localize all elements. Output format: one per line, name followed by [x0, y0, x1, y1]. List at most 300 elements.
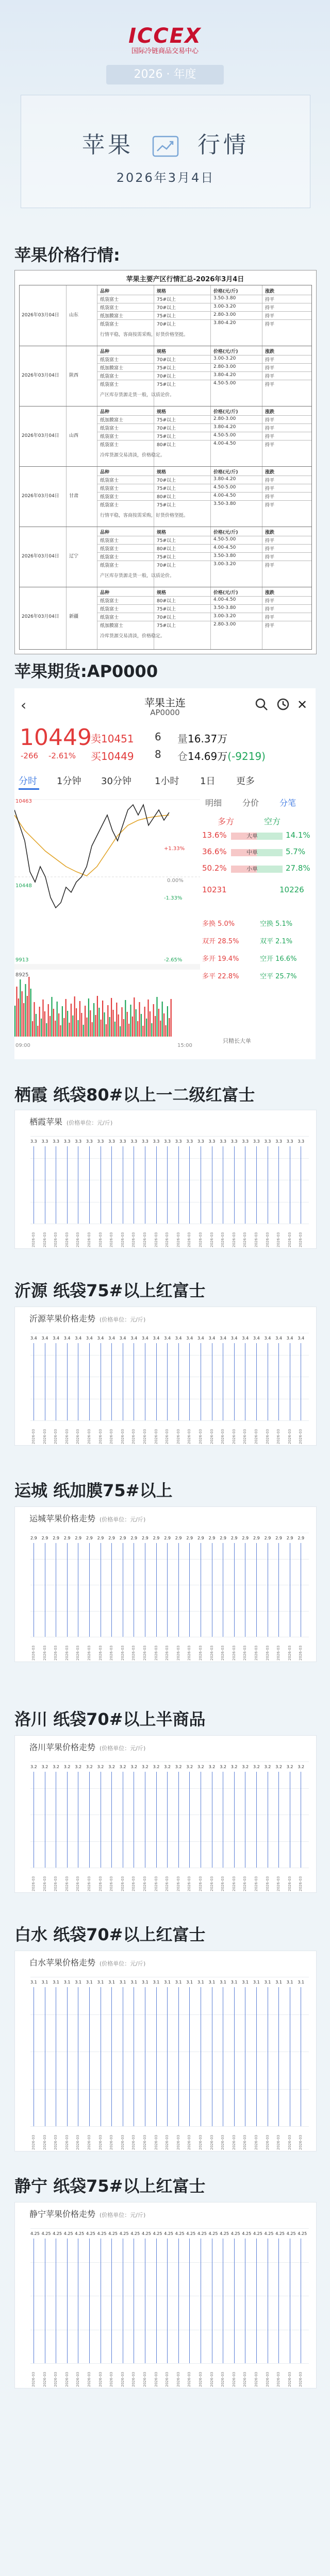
table-cell: 纸加膜富士	[100, 366, 124, 371]
chart-x-tick: 2026-03	[143, 1232, 147, 1247]
chart-value-label: 4.25	[197, 2231, 207, 2236]
chart-x-tick: 2026-03	[54, 1232, 58, 1247]
short-label: 空方	[264, 817, 281, 826]
chart-value-label: 3.4	[264, 1336, 271, 1341]
chart-value-label: 3.4	[119, 1336, 126, 1341]
chart-value-label: 2.9	[197, 1536, 204, 1540]
chart-value-label: 4.25	[63, 2231, 73, 2236]
chart-value-label: 4.25	[130, 2231, 140, 2236]
chart-bar	[67, 1772, 68, 1868]
chart-x-tick: 2026-03	[165, 2134, 170, 2150]
table-cell: 70#以上	[157, 426, 176, 431]
chart-bar	[234, 1772, 235, 1868]
table-cell: 持平	[265, 563, 275, 568]
volume-bar	[95, 1015, 96, 1037]
chart-bar	[111, 1987, 112, 2126]
chart-title	[29, 1741, 145, 1753]
chart-x-tick: 2026-03	[243, 1876, 248, 1891]
chart-bar	[189, 1146, 190, 1224]
volume-bar	[167, 1006, 168, 1037]
price-change: -266	[21, 751, 39, 760]
ask-price: 卖10451	[91, 733, 134, 745]
section-price-heading: 苹果价格行情:	[14, 245, 120, 265]
table-col-divider	[210, 285, 211, 649]
chart-value-label: 2.9	[75, 1536, 82, 1540]
chart-value-label: 3.1	[242, 1980, 249, 1985]
section-c1-heading: 栖霞 纸袋80#以上一二级红富士	[14, 1085, 255, 1105]
chart-x-tick: 2026-03	[143, 1429, 147, 1444]
chart-value-label: 2.9	[30, 1536, 37, 1540]
table-cell: 持平	[265, 607, 275, 612]
chart-x-tick: 2026-03	[254, 2134, 258, 2150]
stat-label: 小单	[246, 866, 258, 872]
stat-long-pct: 50.2%	[202, 863, 227, 873]
volume-bar	[130, 1005, 131, 1037]
table-cell: 80#以上	[157, 547, 176, 552]
table-cell: 品种	[100, 590, 110, 596]
chart-x-tick: 2026-03	[165, 1645, 170, 1660]
table-cell: 纸袋富士	[100, 434, 119, 439]
volume-bar	[83, 1025, 84, 1037]
chart-value-label: 3.1	[130, 1980, 138, 1985]
chart-x-tick: 2026-03	[165, 1232, 170, 1247]
chart-x-tick: 2026-03	[165, 1876, 170, 1891]
table-cell: 纸袋富士	[100, 297, 119, 302]
table-note-cell: 产区库存货源走货一般，以质论价。	[100, 573, 175, 579]
chart-x-tick: 2026-03	[131, 1429, 136, 1444]
volume-bar	[58, 1013, 59, 1037]
chart-x-tick: 2026-03	[254, 2371, 258, 2387]
chart-x-tick: 2026-03	[199, 1429, 203, 1444]
volume-bar	[97, 996, 98, 1037]
long-label: 多方	[218, 817, 235, 826]
chart-value-label: 3.4	[142, 1336, 148, 1341]
table-cell: 纸袋富士	[100, 486, 119, 492]
chart-x-tick: 2026-03	[254, 1645, 258, 1660]
table-cell: 持平	[265, 297, 275, 302]
volume-bar	[41, 1019, 42, 1037]
table-cell: 3.80-4.20	[213, 425, 236, 430]
chart-value-label: 4.25	[142, 2231, 151, 2236]
chart-bar	[67, 1543, 68, 1637]
chart-x-tick: 2026-03	[64, 1645, 69, 1660]
tab-5[interactable]: 更多	[236, 776, 255, 787]
chart-x-tick: 2026-03	[31, 2371, 36, 2387]
chart-x-tick: 2026-03	[76, 2371, 80, 2387]
chart-x-tick: 2026-03	[265, 1232, 270, 1247]
chart-bar	[178, 1772, 179, 1868]
chart-value-label: 3.3	[153, 1139, 160, 1144]
table-cell: 4.50-5.00	[213, 381, 236, 386]
chart-value-label: 3.1	[197, 1980, 204, 1985]
chart-value-label: 4.25	[119, 2231, 129, 2236]
chart-value-label: 4.25	[97, 2231, 107, 2236]
volume-bar	[136, 1009, 137, 1037]
chart-x-tick: 2026-03	[64, 1232, 69, 1247]
table-cell: 价格(元/斤)	[213, 470, 238, 475]
table-region-cell: 山西	[69, 433, 79, 438]
time-start: 09:00	[15, 1043, 30, 1048]
chart-value-label: 2.9	[63, 1536, 71, 1540]
chart-value-label: 3.4	[97, 1336, 104, 1341]
table-region-cell: 陕西	[69, 373, 79, 378]
volume-bar	[111, 998, 112, 1037]
chart-bar	[67, 2239, 68, 2363]
logo	[121, 25, 209, 56]
chart-x-tick: 2026-03	[131, 2134, 136, 2150]
tab-4[interactable]: 1日	[200, 776, 216, 787]
table-cell: 75#以上	[157, 382, 176, 387]
chart-x-tick: 2026-03	[98, 1645, 103, 1660]
table-cell: 持平	[265, 623, 275, 629]
chart-x-tick: 2026-03	[131, 1876, 136, 1891]
chart-x-tick: 2026-03	[98, 1876, 103, 1891]
chart-title-text: 洛川苹果价格走势	[29, 1742, 96, 1752]
chart-value-label: 3.1	[41, 1980, 48, 1985]
price-chart-1	[14, 1110, 317, 1249]
table-cell: 价格(元/斤)	[213, 349, 238, 354]
table-cell: 价格(元/斤)	[213, 410, 238, 415]
table-cell: 2.80-3.00	[213, 312, 236, 317]
price-chart-4	[14, 1735, 317, 1893]
volume-bar	[60, 1025, 61, 1037]
chart-value-label: 3.1	[97, 1980, 104, 1985]
table-region-cell: 新疆	[69, 614, 79, 619]
volume-bar	[30, 989, 31, 1037]
volume-bar	[120, 1026, 121, 1037]
volume-bar	[137, 1021, 138, 1037]
bid-price: 买10449	[91, 750, 134, 762]
table-cell: 涨跌	[265, 530, 275, 535]
table-block-divider	[20, 466, 311, 467]
chart-bar	[167, 2239, 168, 2363]
chart-bar	[111, 1772, 112, 1868]
section-c4-heading: 洛川 纸袋70#以上半商品	[14, 1709, 206, 1729]
table-cell: 3.00-3.20	[213, 356, 236, 361]
chart-x-tick: 2026-03	[299, 1645, 303, 1660]
chart-value-label: 3.1	[253, 1980, 260, 1985]
chart-x-tick: 2026-03	[120, 1876, 125, 1891]
chart-value-label: 3.2	[97, 1765, 104, 1769]
chart-value-label: 3.2	[220, 1765, 226, 1769]
chart-value-label: 3.4	[53, 1336, 59, 1341]
chart-value-label: 2.9	[286, 1536, 293, 1540]
chart-x-tick: 2026-03	[87, 1429, 91, 1444]
chart-x-tick: 2026-03	[109, 1232, 114, 1247]
chart-title	[29, 1512, 145, 1524]
chart-x-tick: 2026-03	[187, 1876, 192, 1891]
volume-axis: 8925	[15, 972, 29, 978]
chart-bar	[167, 1987, 168, 2126]
chart-value-label: 3.1	[30, 1980, 37, 1985]
chart-value-label: 2.9	[275, 1536, 282, 1540]
volume-bar	[156, 997, 157, 1037]
table-note-cell: 冷库货源交易清淡，价格稳定。	[100, 634, 166, 639]
side-tab-1[interactable]: 分价	[242, 798, 259, 808]
chart-value-label: 3.2	[119, 1765, 126, 1769]
chart-value-label: 2.9	[230, 1536, 238, 1540]
chart-x-tick: 2026-03	[76, 1429, 80, 1444]
table-cell: 70#以上	[157, 306, 176, 311]
chart-title-text: 静宁苹果价格走势	[29, 2209, 96, 2219]
table-cell: 持平	[265, 374, 275, 379]
search-icon[interactable]	[255, 698, 268, 713]
chart-bar	[167, 1543, 168, 1637]
chart-x-tick: 2026-03	[299, 1876, 303, 1891]
chart-title-text: 白水苹果价格走势	[29, 1958, 96, 1968]
chart-value-label: 3.1	[75, 1980, 82, 1985]
chart-bar	[178, 1343, 179, 1420]
chart-value-label: 3.1	[275, 1980, 282, 1985]
axis-price-high: 10463	[15, 799, 32, 804]
table-cell: 持平	[265, 418, 275, 423]
chart-value-label: 4.25	[53, 2231, 62, 2236]
position-stat-left: 多平 22.8%	[202, 973, 239, 980]
year-badge: 2026 · 年度	[106, 65, 224, 84]
chart-unit: (价格单位：元/斤)	[100, 2212, 146, 2218]
chart-value-label: 2.9	[97, 1536, 104, 1540]
chart-value-label: 3.3	[30, 1139, 37, 1144]
chart-x-tick: 2026-03	[265, 1645, 270, 1660]
table-date-cell: 2026年03月04日	[22, 614, 59, 619]
volume-bar	[32, 1021, 33, 1037]
volume-bar	[116, 1003, 117, 1037]
table-region-cell: 辽宁	[69, 554, 79, 559]
chart-x-tick: 2026-03	[254, 1429, 258, 1444]
volume-bar	[107, 1005, 108, 1037]
chart-bar	[256, 1772, 257, 1868]
side-tab-0[interactable]: 明细	[205, 798, 222, 808]
chart-x-tick: 2026-03	[243, 1232, 248, 1247]
table-cell: 4.50-5.00	[213, 433, 236, 438]
chart-bar	[234, 2239, 235, 2363]
chart-value-label: 3.1	[153, 1980, 160, 1985]
table-cell: 3.00-3.20	[213, 562, 236, 567]
axis-pct-min: -2.65%	[164, 957, 183, 963]
chart-bar	[178, 1146, 179, 1224]
chart-x-tick: 2026-03	[276, 1645, 281, 1660]
chart-x-tick: 2026-03	[154, 1876, 158, 1891]
table-date-cell: 2026年03月04日	[22, 494, 59, 499]
chart-value-label: 3.2	[30, 1765, 37, 1769]
volume: 量16.37万	[177, 733, 228, 745]
chart-x-tick: 2026-03	[265, 1876, 270, 1891]
page-title	[21, 126, 310, 159]
volume-bar	[144, 1007, 145, 1037]
table-cell: 持平	[265, 306, 275, 311]
chart-x-tick: 2026-03	[243, 1645, 248, 1660]
chart-x-tick: 2026-03	[209, 2134, 214, 2150]
table-cell: 3.00-3.20	[213, 304, 236, 309]
volume-bar	[118, 1014, 119, 1037]
volume-bar	[98, 1008, 100, 1037]
chart-bar	[278, 1343, 279, 1420]
table-cell: 纸袋富士	[100, 358, 119, 363]
table-cell: 70#以上	[157, 615, 176, 620]
chart-x-tick: 2026-03	[31, 1232, 36, 1247]
volume-bar	[141, 1014, 142, 1037]
table-cell: 纸袋富士	[100, 538, 119, 544]
volume-bar	[48, 1004, 49, 1037]
chart-bar	[189, 1343, 190, 1420]
chart-bar	[89, 1146, 90, 1224]
chart-value-label: 3.4	[130, 1336, 138, 1341]
logo-text: ICCEX	[128, 24, 202, 48]
volume-bar	[14, 1006, 15, 1037]
chart-x-tick: 2026-03	[276, 2134, 281, 2150]
chart-x-tick: 2026-03	[87, 2134, 91, 2150]
volume-bar	[160, 1021, 161, 1037]
back-icon[interactable]: ‹	[21, 697, 27, 714]
chart-x-tick: 2026-03	[176, 1232, 180, 1247]
volume-bar	[123, 1019, 124, 1037]
table-cell: 2.80-3.00	[213, 622, 236, 627]
section-c3-heading: 运城 纸加膜75#以上	[14, 1481, 173, 1500]
chart-x-tick: 2026-03	[221, 1876, 225, 1891]
chart-x-tick: 2026-03	[265, 2371, 270, 2387]
volume-bar	[134, 997, 135, 1037]
table-cell: 规格	[157, 590, 167, 596]
chart-x-tick: 2026-03	[299, 1429, 303, 1444]
table-cell: 涨跌	[265, 410, 275, 415]
table-cell: 70#以上	[157, 358, 176, 363]
table-cell: 70#以上	[157, 478, 176, 483]
position-stat-left: 多开 19.4%	[202, 955, 239, 963]
chart-value-label: 3.2	[164, 1765, 171, 1769]
stat-label: 大单	[246, 833, 258, 839]
chart-value-label: 3.4	[253, 1336, 260, 1341]
chart-bar	[111, 1543, 112, 1637]
chart-x-tick: 2026-03	[287, 2371, 292, 2387]
stat-short-pct: 27.8%	[286, 863, 310, 873]
chart-x-tick: 2026-03	[243, 1429, 248, 1444]
chart-value-label: 3.3	[275, 1139, 282, 1144]
chart-x-tick: 2026-03	[221, 1645, 225, 1660]
chart-value-label: 3.4	[75, 1336, 82, 1341]
clock-icon[interactable]	[276, 698, 290, 713]
chart-x-tick: 2026-03	[31, 1429, 36, 1444]
table-cell: 涨跌	[265, 289, 275, 294]
volume-bar	[72, 1015, 73, 1037]
table-cell: 持平	[265, 538, 275, 544]
chart-bar	[156, 1343, 157, 1420]
position-stat-left: 多换 5.0%	[202, 920, 235, 928]
chart-bar	[111, 1343, 112, 1420]
table-cell: 80#以上	[157, 443, 176, 448]
chart-x-tick: 2026-03	[87, 2371, 91, 2387]
chart-bar	[156, 1146, 157, 1224]
tab-2[interactable]: 30分钟	[101, 776, 131, 787]
chart-value-label: 4.25	[175, 2231, 185, 2236]
chart-bar	[234, 1987, 235, 2126]
chart-x-tick: 2026-03	[120, 1645, 125, 1660]
volume-bar	[158, 1009, 159, 1037]
table-cell: 4.00-4.50	[213, 441, 236, 446]
chart-value-label: 3.4	[186, 1336, 193, 1341]
table-cell: 3.00-3.20	[213, 614, 236, 619]
section-futures-heading: 苹果期货:AP0000	[14, 662, 158, 681]
volume-bar	[85, 1006, 86, 1037]
chart-value-label: 2.9	[208, 1536, 216, 1540]
volume-bar	[51, 997, 52, 1037]
volume-bar	[77, 1020, 78, 1037]
chart-x-tick: 2026-03	[131, 2371, 136, 2387]
chart-gridline	[30, 1136, 309, 1137]
active-tab-underline	[19, 788, 39, 790]
volume-bar	[112, 1010, 113, 1037]
chart-value-label: 4.25	[253, 2231, 262, 2236]
chart-bar	[256, 1343, 257, 1420]
chart-x-tick: 2026-03	[31, 1645, 36, 1660]
chart-bar	[89, 1987, 90, 2126]
chart-x-tick: 2026-03	[287, 1645, 292, 1660]
chart-gridline	[30, 2228, 309, 2229]
chart-value-label: 3.2	[108, 1765, 115, 1769]
chart-value-label: 3.1	[142, 1980, 148, 1985]
chart-value-label: 2.9	[220, 1536, 226, 1540]
chart-x-tick: 2026-03	[232, 1876, 236, 1891]
table-date-cell: 2026年03月04日	[22, 554, 59, 559]
chart-x-tick: 2026-03	[187, 1429, 192, 1444]
volume-bar	[93, 1003, 94, 1037]
table-cell: 3.50-3.80	[213, 605, 236, 611]
volume-bar	[44, 1011, 45, 1037]
close-icon[interactable]: ✕	[297, 698, 308, 712]
chart-value-label: 3.3	[230, 1139, 238, 1144]
tab-0[interactable]: 分时	[19, 776, 37, 787]
side-tab-2[interactable]: 分笔	[279, 798, 296, 808]
chart-x-tick: 2026-03	[221, 1429, 225, 1444]
table-cell: 纸袋富士	[100, 607, 119, 612]
chart-bar	[89, 1343, 90, 1420]
chart-value-label: 3.3	[242, 1139, 249, 1144]
chart-value-label: 3.4	[41, 1336, 48, 1341]
table-cell: 价格(元/斤)	[213, 530, 238, 535]
chart-x-tick: 2026-03	[42, 2134, 47, 2150]
tab-1[interactable]: 1分钟	[57, 776, 81, 787]
chart-value-label: 4.25	[298, 2231, 307, 2236]
chart-unit: (价格单位：元/斤)	[100, 1516, 146, 1523]
chart-value-label: 2.9	[175, 1536, 182, 1540]
volume-bar	[74, 996, 75, 1037]
table-cell: 价格(元/斤)	[213, 289, 238, 294]
table-row-divider	[97, 319, 311, 320]
table-cell: 持平	[265, 503, 275, 508]
chart-bar	[156, 1543, 157, 1637]
volume-bar	[79, 1001, 80, 1037]
chart-x-tick: 2026-03	[42, 2371, 47, 2387]
volume-bar	[22, 991, 23, 1037]
table-cell: 75#以上	[157, 623, 176, 629]
table-cell: 3.80-4.20	[213, 372, 236, 378]
chart-bar	[278, 1772, 279, 1868]
volume-bar	[114, 1022, 116, 1037]
chart-x-tick: 2026-03	[109, 2371, 114, 2387]
chart-value-label: 3.1	[264, 1980, 271, 1985]
sell-total: 10226	[279, 885, 304, 894]
table-cell: 2.80-3.00	[213, 364, 236, 369]
table-cell: 规格	[157, 470, 167, 475]
chart-x-tick: 2026-03	[54, 1429, 58, 1444]
tab-3[interactable]: 1小时	[155, 776, 179, 787]
table-cell: 涨跌	[265, 590, 275, 596]
axis-price-mid: 10448	[15, 883, 32, 889]
price-chart-5	[14, 1951, 317, 2151]
volume-bar	[128, 1024, 129, 1037]
chart-x-tick: 2026-03	[221, 2134, 225, 2150]
chart-x-tick: 2026-03	[154, 1232, 158, 1247]
chart-bar	[278, 1987, 279, 2126]
